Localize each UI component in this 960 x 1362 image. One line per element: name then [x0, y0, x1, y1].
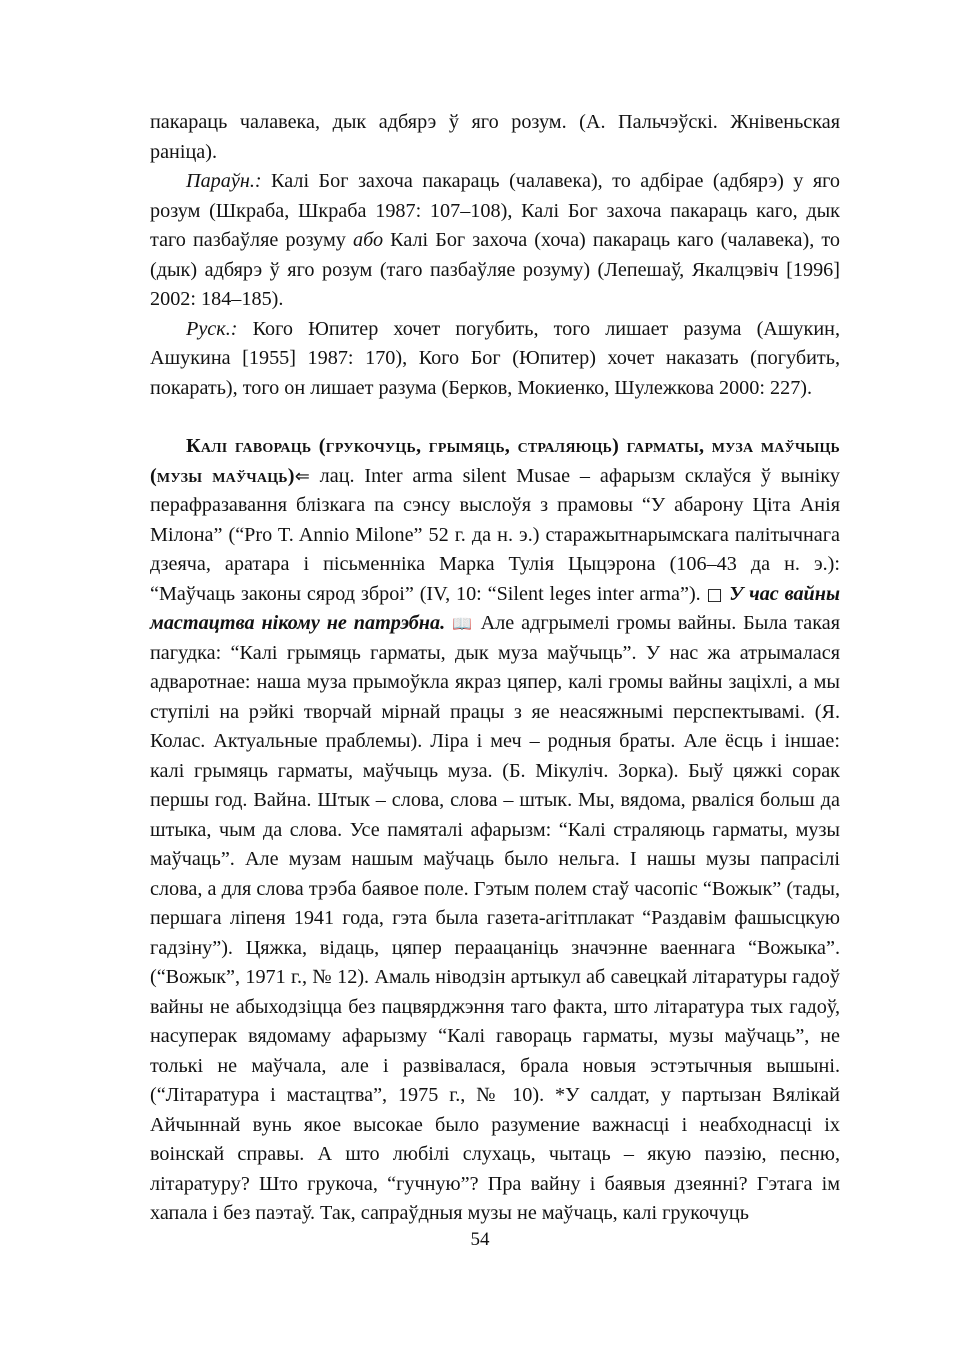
open-book-icon: 📖 — [452, 614, 474, 633]
label-paraun: Параўн.: — [186, 170, 262, 192]
italic-or: або — [352, 229, 384, 251]
paragraph-russian-text: Кого Юпитер хочет погубить, того лишает разума (Ашукин, Ашукина [1955] 1987: 170), Кого Бог (Юпитер) хочет наказать (погубить, покарать), того он лишает разума (Берков, Мокиенко, Шулежкова 2000: 227). — [150, 317, 840, 399]
entry-definition: У час вайны мастацтва нікому не патрэбна. — [150, 582, 840, 634]
square-marker-icon: □ — [706, 584, 724, 605]
paragraph-comparison-text-a: Калі Бог захоча пакараць (чалавека), то адбірае (адбярэ) у яго розум (Шкраба, Шкраба 1987: 107–108), Калі Бог захоча пакараць каго, дык таго пазбаўляе розуму — [150, 170, 840, 251]
entry-etymology: лац. Inter arma silent Musae – афарызм склаўся ў выніку перафразавання блізкага па сэнсу выслоўя з прамовы “У абарону Ціта Анія Мілона” (“Pro T. Annio Milone” 52 г. да н. э.) старажытнарымскага палітычнага дзеяча, аратара і пісьменніка Марка Тулія Цыцэрона (106–43 да н. э.): “Маўчаць законы сярод зброі” (IV, 10: “Silent leges inter arma”). — [150, 464, 841, 605]
left-double-arrow-icon: ⇐ — [294, 465, 310, 487]
label-rusk: Руск.: — [186, 317, 238, 340]
page-number: 54 — [470, 1229, 490, 1250]
text-column — [150, 108, 840, 1229]
entry-headword: Калі гавораць (грукочуць, грымяць, страляюць) гарматы, муза маўчыць (музы маўчаць) — [150, 435, 840, 487]
spacer-2 — [445, 612, 452, 634]
paragraph-comparison — [150, 167, 840, 315]
entry-citations: Але адгрымелі громы вайны. Была такая пагудка: “Калі грымяць гарматы, дык муза маўчыць”. У нас жа атрымалася адваротнае: наша муза прымоўкла якраз цяпер, калі громы вайны заціхлі, а мы ступілі на рэйкі творчай мірнай працы з яе неасяжнымі перспектывамі. (Я. Колас. Актуальные праблемы). Ліра і меч – родныя браты. Але ёсць і іншае: калі грымяць гарматы, маўчыць муза. (Б. Мікуліч. Зорка). Быў цяжкі сорак першы год. Вайна. Штык – слова, слова – штык. Мы, вядома, рваліся больш да штыка, чым да слова. Усе памяталі афарызм: “Калі страляюць гарматы, музы маўчаць”. Але музам нашым маўчаць было нельга. І нашы музы папрасілі слова, а для слова трэба баявое поле. Гэтым полем стаў часопіс “Вожык” (тады, першага ліпеня 1941 года, гэта была газета-агітплакат “Раздавім фашысцкую гадзіну”). Цяжка, відаць, цяпер пераацаніць значэнне ваеннага “Вожыка”. (“Вожык”, 1971 г., № 12). Амаль ніводзін артыкул аб савецкай літаратуры гадоў вайны не абыходзіцца без пацвярджэння таго факта, што літаратура тых гадоў, насуперак вядомаму афарызму “Калі гавораць гарматы, музы маўчаць”, не толькі не маўчала, але і развівалася, брала новыя эстэтычныя вышыні. (“Літаратура і мастацтва”, 1975 г., № 10). *У салдат, у партызан Вялікай Айчыннай вунь якое высокае было разумение важнасці і неабходнасці іх воінскай справы. А што любілі слухаць, чытаць – якую паэзію, песню, літаратуру? Што грукоча, “гучную”? Пра вайну і баявыя дзеянні? Гэтага ім хапала і без паэтаў. Так, сапраўдныя музы не маўчаць, калі грукочуць — [150, 612, 841, 1224]
dictionary-entry — [150, 432, 840, 1229]
paragraph-russian — [150, 315, 840, 404]
paragraph-continuation: пакараць чалавека, дык адбярэ ў яго розум. (А. Пальчэўскі. Жнівеньская раніца). — [150, 111, 840, 163]
paragraph-comparison-text-b: Калі Бог захоча (хоча) пакараць каго (чалавека), то (дык) адбярэ ў яго розум (таго пазбаўляе розуму) (Лепешаў, Якалцэвіч [1996] 2002: 184–185). — [150, 229, 841, 310]
